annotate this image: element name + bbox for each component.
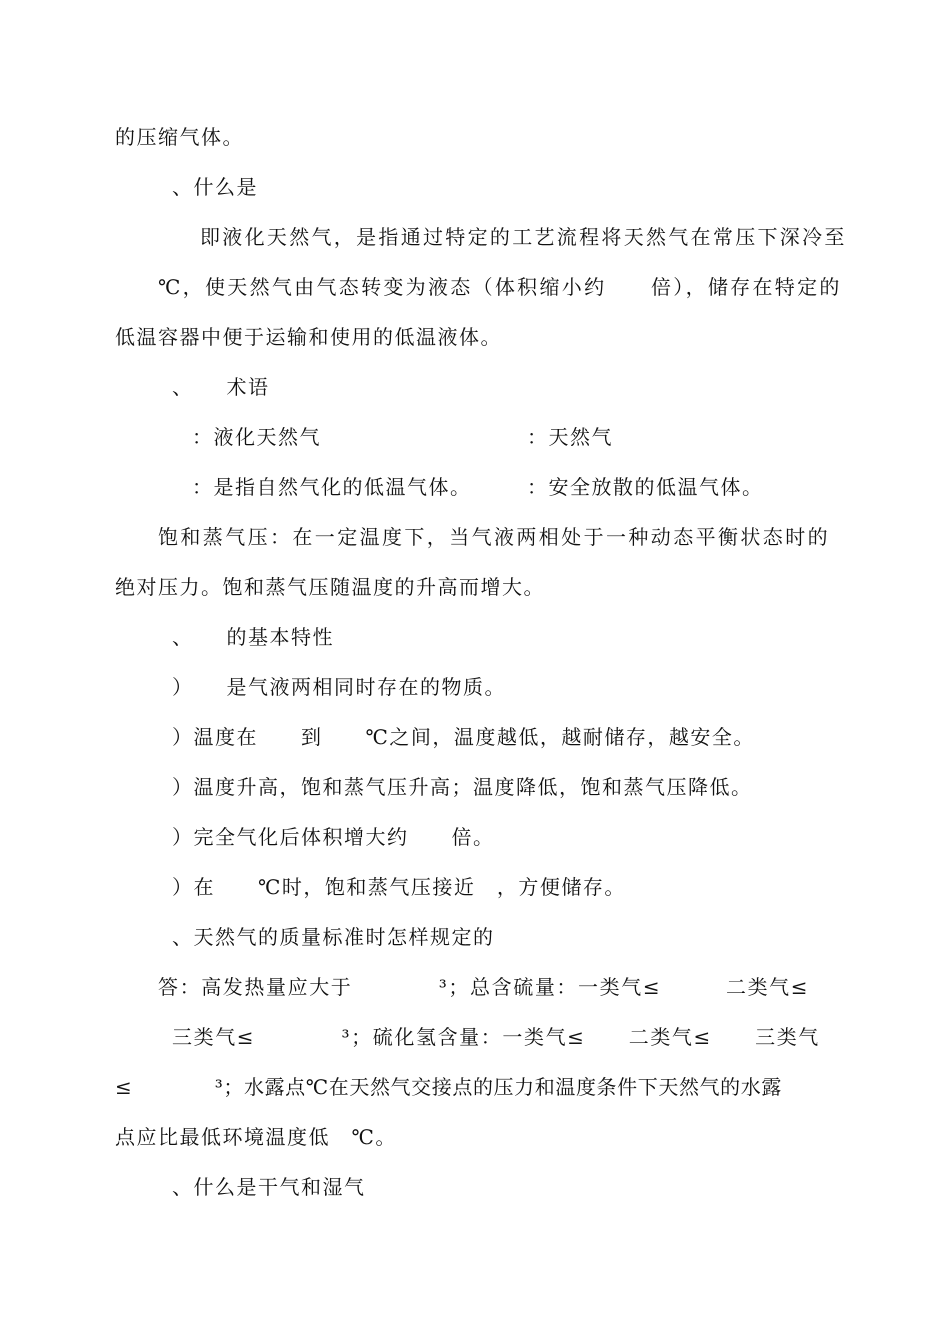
text-line: ≤ ³；水露点℃在天然气交接点的压力和温度条件下天然气的水露 bbox=[115, 1075, 782, 1099]
text-line: 饱和蒸气压：在一定温度下，当气液两相处于一种动态平衡状态时的 bbox=[158, 525, 830, 549]
section-heading: 、 术语 bbox=[172, 375, 270, 399]
term-definition: ：安全放散的低温气体。 bbox=[527, 475, 764, 499]
term-definition: ：天然气 bbox=[527, 425, 613, 449]
section-heading: 、 的基本特性 bbox=[172, 625, 334, 649]
text-line: 低温容器中便于运输和使用的低温液体。 bbox=[115, 325, 502, 349]
text-line: 答：高发热量应大于 ³；总含硫量：一类气≤ 二类气≤ bbox=[158, 975, 810, 999]
text-line: 点应比最低环境温度低 ℃。 bbox=[115, 1125, 397, 1149]
text-line: 绝对压力。饱和蒸气压随温度的升高而增大。 bbox=[115, 575, 545, 599]
text-line: 的压缩气体。 bbox=[115, 125, 244, 149]
text-line: 即液化天然气，是指通过特定的工艺流程将天然气在常压下深冷至 bbox=[200, 225, 847, 249]
section-heading: 、什么是 bbox=[172, 175, 258, 199]
list-item: ）完全气化后体积增大约 倍。 bbox=[172, 825, 495, 849]
list-item: ）温度在 到 ℃之间，温度越低，越耐储存，越安全。 bbox=[172, 725, 755, 749]
term-definition: ：液化天然气 bbox=[192, 425, 321, 449]
list-item: ） 是气液两相同时存在的物质。 bbox=[172, 675, 506, 699]
text-line: 三类气≤ ³；硫化氢含量：一类气≤ 二类气≤ 三类气 bbox=[172, 1025, 820, 1049]
term-definition: ：是指自然气化的低温气体。 bbox=[192, 475, 472, 499]
section-heading: 、天然气的质量标准时怎样规定的 bbox=[172, 925, 495, 949]
text-line: ℃，使天然气由气态转变为液态（体积缩小约 倍），储存在特定的 bbox=[158, 275, 842, 299]
section-heading: 、什么是干气和湿气 bbox=[172, 1175, 366, 1199]
list-item: ）在 ℃时，饱和蒸气压接近 ，方便储存。 bbox=[172, 875, 626, 899]
list-item: ）温度升高，饱和蒸气压升高；温度降低，饱和蒸气压降低。 bbox=[172, 775, 753, 799]
